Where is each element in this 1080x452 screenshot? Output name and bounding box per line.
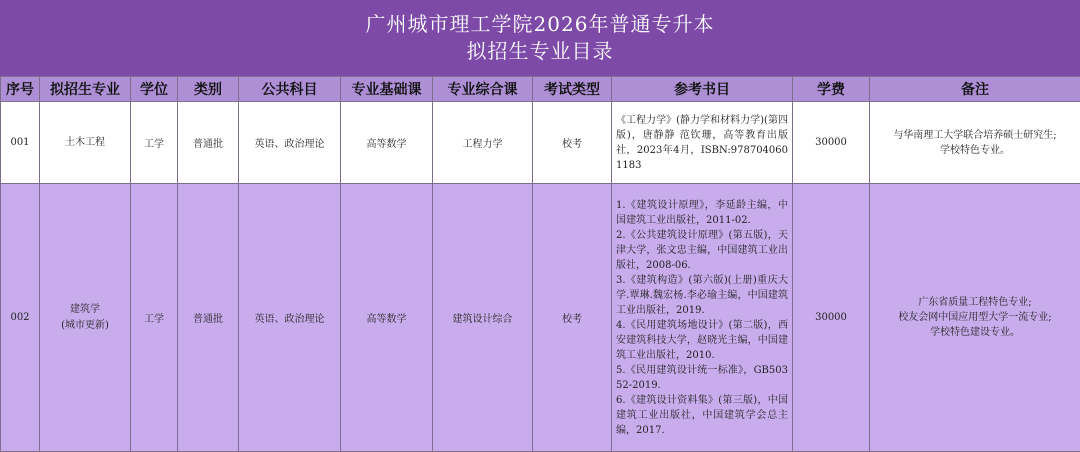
table-row (1, 102, 1080, 184)
cell-exam-type: 校考 (533, 102, 612, 184)
cell-references (612, 184, 793, 452)
cell-category: 普通批 (178, 184, 239, 452)
col-header-comprehensive: 专业综合课 (433, 77, 533, 102)
reference-item: 6.《建筑设计资料集》(第三版)，中国建筑工业出版社，中国建筑学会总主编，2017. (616, 393, 788, 438)
cell-major (40, 184, 131, 452)
col-header-notes: 备注 (870, 77, 1080, 102)
major-name: 建筑学 (43, 302, 127, 318)
major-name: 土木工程 (43, 135, 127, 151)
cell-basic: 高等数学 (341, 102, 433, 184)
col-header-public: 公共科目 (239, 77, 341, 102)
note-line: 广东省质量工程特色专业; (873, 295, 1077, 310)
table-row (1, 184, 1080, 452)
col-header-tuition: 学费 (793, 77, 870, 102)
note-line: 与华南理工大学联合培养硕士研究生; (873, 128, 1077, 143)
col-header-degree: 学位 (131, 77, 178, 102)
cell-references (612, 102, 793, 184)
note-line: 校友会网中国应用型大学一流专业; (873, 310, 1077, 325)
note-line: 学校特色建设专业。 (873, 325, 1077, 340)
cell-degree: 工学 (131, 184, 178, 452)
reference-item: 《工程力学》(静力学和材料力学)(第四版)，唐静静 范钦珊，高等教育出版社，2023年4月，ISBN:9787040601183 (616, 113, 788, 173)
col-header-major: 拟招生专业 (40, 77, 131, 102)
reference-item: 1.《建筑设计原理》，李延龄主编，中国建筑工业出版社，2011-02. (616, 198, 788, 228)
table-header-row (1, 77, 1080, 102)
cell-comprehensive: 建筑设计综合 (433, 184, 533, 452)
cell-basic: 高等数学 (341, 184, 433, 452)
major-subtitle: (城市更新) (43, 318, 127, 334)
cell-major (40, 102, 131, 184)
major-catalog-table (0, 76, 1080, 452)
reference-item: 2.《公共建筑设计原理》(第五版)，天津大学，张文忠主编，中国建筑工业出版社，2008-06. (616, 228, 788, 273)
cell-comprehensive: 工程力学 (433, 102, 533, 184)
cell-exam-type: 校考 (533, 184, 612, 452)
col-header-basic: 专业基础课 (341, 77, 433, 102)
reference-item: 5.《民用建筑设计统一标准》，GB50352-2019. (616, 363, 788, 393)
col-header-exam-type: 考试类型 (533, 77, 612, 102)
cell-public: 英语、政治理论 (239, 102, 341, 184)
page-title (0, 0, 1080, 76)
cell-category: 普通批 (178, 102, 239, 184)
title-line-2: 拟招生专业目录 (0, 38, 1080, 65)
cell-tuition: 30000 (793, 184, 870, 452)
reference-item: 3.《建筑构造》(第六版)(上册)重庆大学.覃琳.魏宏杨.李必瑜主编，中国建筑工业出版社，2019. (616, 273, 788, 318)
cell-notes (870, 184, 1080, 452)
title-line-1: 广州城市理工学院2026年普通专升本 (0, 11, 1080, 38)
cell-notes (870, 102, 1080, 184)
cell-degree: 工学 (131, 102, 178, 184)
col-header-no: 序号 (1, 77, 40, 102)
cell-no: 002 (1, 184, 40, 452)
col-header-category: 类别 (178, 77, 239, 102)
cell-tuition: 30000 (793, 102, 870, 184)
reference-item: 4.《民用建筑场地设计》(第二版)，西安建筑科技大学，赵晓光主编，中国建筑工业出版社，2010. (616, 318, 788, 363)
cell-no: 001 (1, 102, 40, 184)
note-line: 学校特色专业。 (873, 143, 1077, 158)
cell-public: 英语、政治理论 (239, 184, 341, 452)
col-header-references: 参考书目 (612, 77, 793, 102)
